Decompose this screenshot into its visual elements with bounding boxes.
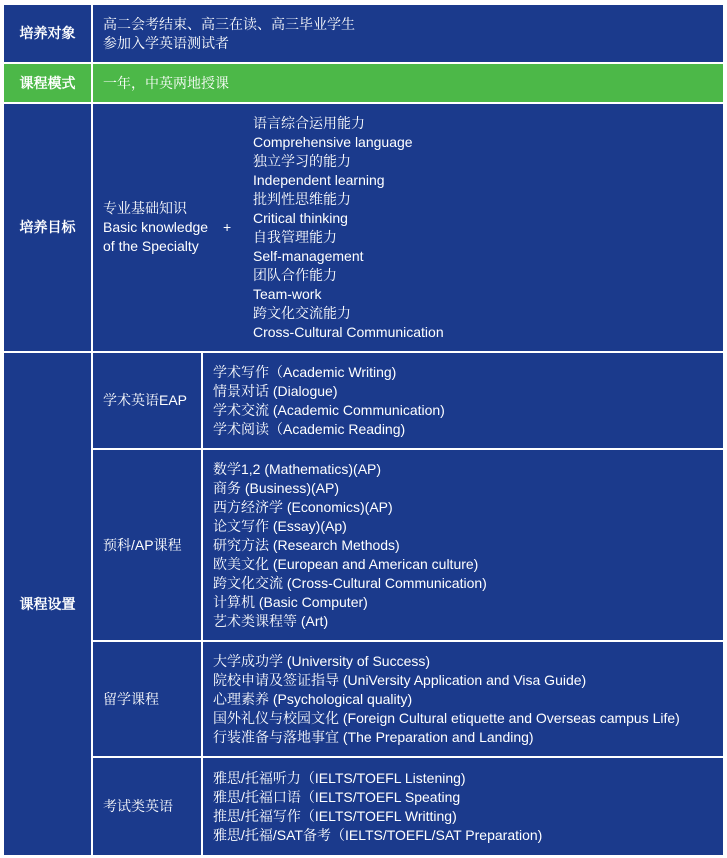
course-item: 学术阅读（Academic Reading): [213, 420, 406, 437]
course-item: 心理素养 (Psychological quality): [213, 690, 413, 707]
course-item: 研究方法 (Research Methods): [213, 536, 400, 553]
course-group-name: [93, 450, 201, 640]
ability-line: Critical thinking: [253, 210, 348, 226]
courses-label: 课程设置: [19, 595, 76, 612]
course-item: 商务 (Business)(AP): [213, 479, 340, 496]
target-header: [4, 5, 91, 62]
goals-label: 培养目标: [19, 219, 76, 235]
course-item: 欧美文化 (European and American culture): [213, 555, 479, 572]
course-group-name: [93, 758, 201, 855]
target-line: 高二会考结束、高三在读、高三毕业学生: [103, 15, 355, 32]
goals-base-line: of the Specialty: [103, 238, 199, 254]
course-item: 行装准备与落地事宜 (The Preparation and Landing): [213, 728, 534, 745]
goals-content: [93, 104, 723, 351]
course-item: 数学1,2 (Mathematics)(AP): [213, 460, 382, 477]
course-group-items: [203, 758, 723, 855]
ability-line: 跨文化交流能力: [253, 305, 351, 321]
course-item: 学术交流 (Academic Communication): [213, 401, 445, 418]
course-item: 计算机 (Basic Computer): [213, 593, 368, 610]
ability-line: Team-work: [253, 286, 322, 302]
group-exam-label: 考试类英语: [103, 798, 173, 814]
target-line: 参加入学英语测试者: [103, 34, 229, 51]
target-label: 培养对象: [19, 25, 76, 41]
mode-content: [93, 64, 723, 102]
mode-text: 一年，中英两地授课: [103, 74, 229, 91]
course-group-name: [93, 353, 201, 448]
course-item: 情景对话 (Dialogue): [213, 382, 338, 399]
goals-base: [103, 199, 208, 256]
course-item: 雅思/托福/SAT备考（IELTS/TOEFL/SAT Preparation): [213, 826, 543, 843]
course-item: 院校申请及签证指导 (UniVersity Application and Visa Guide): [213, 671, 587, 688]
ability-line: Independent learning: [253, 172, 385, 188]
course-item: 西方经济学 (Economics)(AP): [213, 498, 393, 515]
course-item: 大学成功学 (University of Success): [213, 652, 431, 669]
ability-line: 语言综合运用能力: [253, 115, 365, 131]
course-item: 雅思/托福口语（IELTS/TOEFL Speating: [213, 788, 461, 805]
course-item: 学术写作（Academic Writing): [213, 363, 397, 380]
course-group-name: [93, 642, 201, 756]
group-eap-label: 学术英语EAP: [103, 392, 188, 408]
ability-line: 批判性思维能力: [253, 191, 351, 207]
target-content: [93, 5, 723, 62]
course-group-items: [203, 353, 723, 448]
mode-header: [4, 64, 91, 102]
goals-header: [4, 104, 91, 351]
goals-abilities: [253, 114, 444, 342]
goals-base-line: 专业基础知识: [103, 200, 187, 216]
group-abroad-label: 留学课程: [103, 690, 159, 707]
mode-label: 课程模式: [19, 74, 76, 91]
ability-line: Comprehensive language: [253, 134, 413, 150]
ability-line: 独立学习的能力: [253, 153, 351, 169]
course-item: 国外礼仪与校园文化 (Foreign Cultural etiquette and Overseas campus Life): [213, 709, 680, 726]
ability-line: Self-management: [253, 248, 364, 264]
goals-base-line: Basic knowledge: [103, 219, 209, 235]
group-ap-label: 预科/AP课程: [103, 536, 182, 553]
ability-line: 自我管理能力: [253, 229, 337, 245]
course-group-items: [203, 450, 723, 640]
courses-header: [4, 353, 91, 855]
course-item: 跨文化交流 (Cross-Cultural Communication): [213, 574, 487, 591]
course-item: 论文写作 (Essay)(Ap): [213, 517, 347, 534]
course-item: 推思/托福写作（IELTS/TOEFL Writting): [213, 807, 457, 824]
ability-line: Cross-Cultural Communication: [253, 324, 444, 340]
plus-sign: +: [223, 219, 232, 235]
ability-line: 团队合作能力: [253, 267, 337, 283]
course-item: 艺术类课程等 (Art): [213, 612, 329, 629]
course-item: 雅思/托福听力（IELTS/TOEFL Listening): [213, 769, 466, 786]
course-group-items: [203, 642, 723, 756]
